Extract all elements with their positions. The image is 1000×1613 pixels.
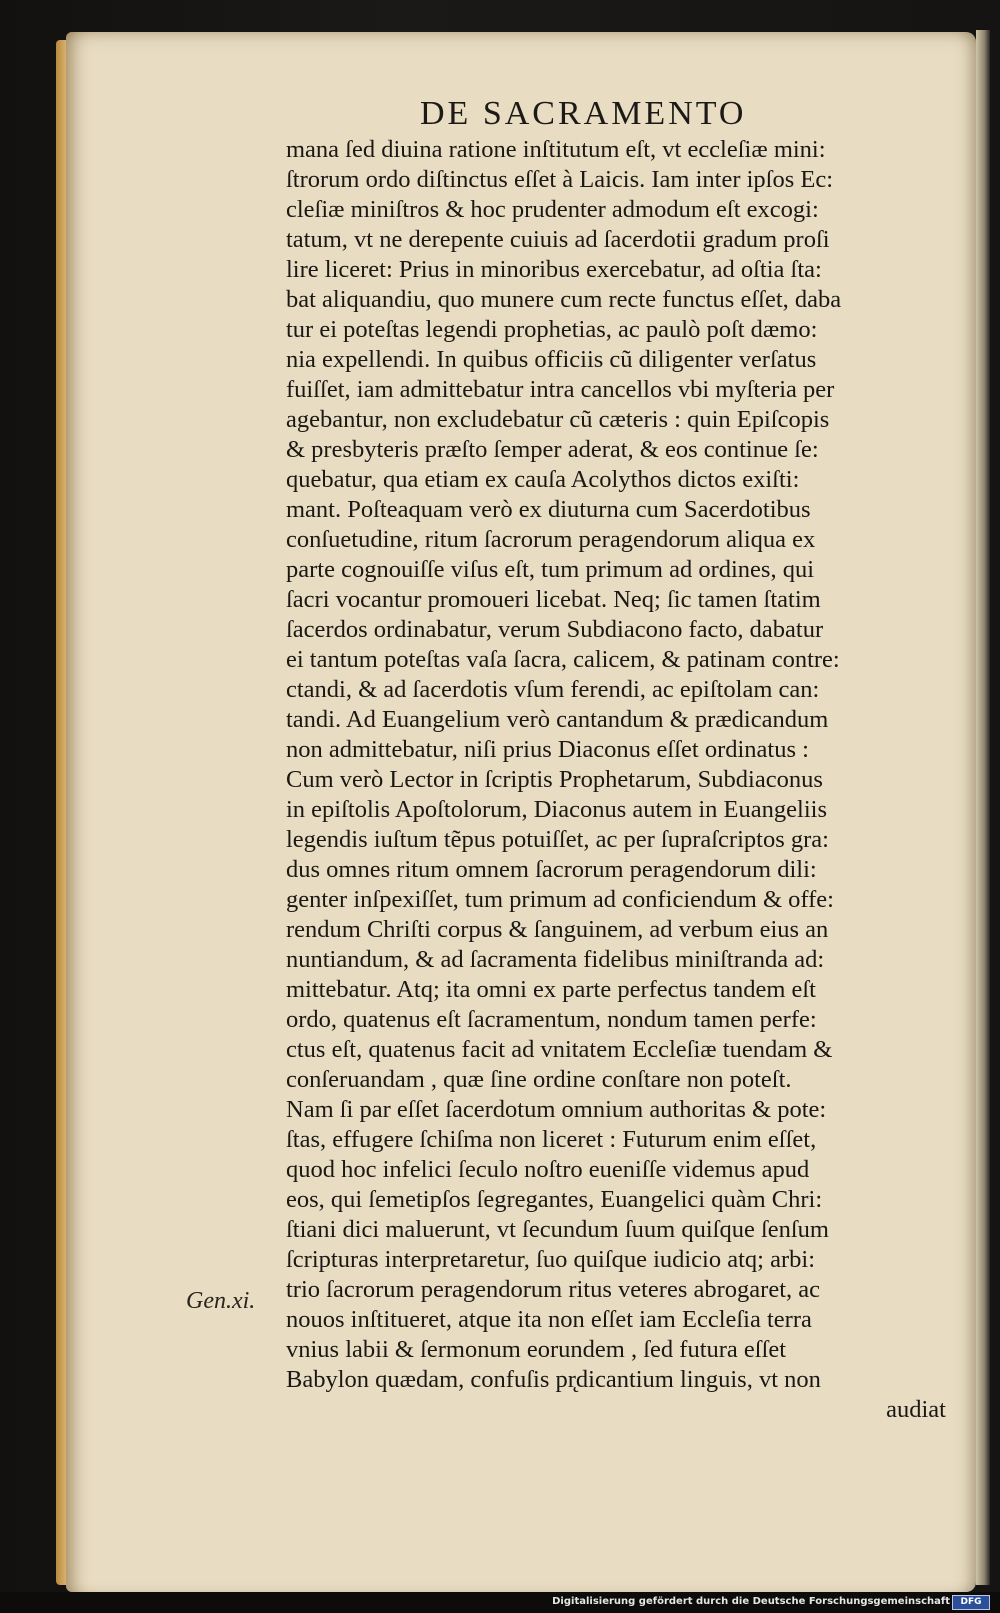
text-line: ſacri vocantur promoueri licebat. Neq; ſic tamen ſtatim	[286, 586, 821, 613]
text-line: rendum Chriſti corpus & ſanguinem, ad verbum eius an	[286, 916, 829, 943]
text-line: parte cognouiſſe viſus eſt, tum primum ad ordines, qui	[286, 556, 815, 583]
dfg-logo-icon: DFG	[952, 1595, 990, 1610]
text-line: quod hoc infelici ſeculo noſtro eueniſſe videmus apud	[286, 1156, 810, 1183]
text-line: in epiſtolis Apoſtolorum, Diaconus autem in Euangeliis	[286, 796, 827, 823]
body-text	[286, 135, 946, 1425]
text-line: tandi. Ad Euangelium verò cantandum & prædicandum	[286, 706, 829, 733]
text-line: ſcripturas interpretaretur, ſuo quiſque iudicio atq; arbi:	[286, 1246, 815, 1273]
text-line: ctus eſt, quatenus facit ad vnitatem Eccleſiæ tuendam &	[286, 1036, 833, 1063]
text-line: vnius labii & ſermonum eorundem , ſed futura eſſet	[286, 1336, 787, 1363]
marginal-note: Gen.xi.	[186, 1288, 256, 1314]
page-right-edge	[976, 30, 990, 1585]
text-line: genter inſpexiſſet, tum primum ad conficiendum & offe:	[286, 886, 834, 913]
text-line: ſtiani dici maluerunt, vt ſecundum ſuum quiſque ſenſum	[286, 1216, 829, 1243]
text-line: nia expellendi. In quibus officiis cũ diligenter verſatus	[286, 346, 817, 373]
text-line: lire liceret: Prius in minoribus exercebatur, ad oſtia ſta:	[286, 256, 822, 283]
text-line: ſtas, effugere ſchiſma non liceret : Futurum enim eſſet,	[286, 1126, 817, 1153]
text-line: ſtrorum ordo diſtinctus eſſet à Laicis. Iam inter ipſos Ec:	[286, 166, 834, 193]
text-line: Nam ſi par eſſet ſacerdotum omnium authoritas & pote:	[286, 1096, 827, 1123]
text-line: & presbyteris præſto ſemper aderat, & eos continue ſe:	[286, 436, 819, 463]
text-line: ſacerdos ordinabatur, verum Subdiacono facto, dabatur	[286, 616, 824, 643]
text-line: conſuetudine, ritum ſacrorum peragendorum aliqua ex	[286, 526, 816, 553]
text-line: legendis iuſtum tẽpus potuiſſet, ac per ſupraſcriptos gra:	[286, 826, 829, 853]
text-line: nouos inſtitueret, atque ita non eſſet iam Eccleſia terra	[286, 1306, 812, 1333]
text-line: mana ſed diuina ratione inſtitutum eſt, vt eccleſiæ mini:	[286, 136, 826, 163]
text-line: tur ei poteſtas legendi prophetias, ac paulò poſt dæmo:	[286, 316, 818, 343]
text-line: agebantur, non excludebatur cũ cæteris : quin Epiſcopis	[286, 406, 830, 433]
text-line: nuntiandum, & ad ſacramenta fidelibus miniſtranda ad:	[286, 946, 825, 973]
footer-credit: Digitalisierung gefördert durch die Deutsche Forschungsgemeinschaft	[552, 1596, 950, 1607]
text-line: mant. Poſteaquam verò ex diuturna cum Sacerdotibus	[286, 496, 811, 523]
catchword: audiat	[886, 1396, 946, 1423]
text-line: bat aliquandiu, quo munere cum recte functus eſſet, daba	[286, 286, 842, 313]
text-line: Babylon quædam, confuſis pr̨dicantium linguis, vt non	[286, 1366, 821, 1393]
text-line: dus omnes ritum omnem ſacrorum peragendorum dili:	[286, 856, 817, 883]
text-line: tatum, vt ne derepente cuiuis ad ſacerdotii gradum proſi	[286, 226, 830, 253]
text-line: quebatur, qua etiam ex cauſa Acolythos dictos exiſti:	[286, 466, 800, 493]
text-line: mittebatur. Atq; ita omni ex parte perfectus tandem eſt	[286, 976, 816, 1003]
text-line: eos, qui ſemetipſos ſegregantes, Euangelici quàm Chri:	[286, 1186, 823, 1213]
text-line: ordo, quatenus eſt ſacramentum, nondum tamen perfe:	[286, 1006, 817, 1033]
text-line: fuiſſet, iam admittebatur intra cancellos vbi myſteria per	[286, 376, 835, 403]
text-line: ei tantum poteſtas vaſa ſacra, calicem, & patinam contre:	[286, 646, 840, 673]
text-line: Cum verò Lector in ſcriptis Prophetarum, Subdiaconus	[286, 766, 823, 793]
text-line: trio ſacrorum peragendorum ritus veteres abrogaret, ac	[286, 1276, 820, 1303]
text-line: cleſiæ miniſtros & hoc prudenter admodum eſt excogi:	[286, 196, 819, 223]
text-line: ctandi, & ad ſacerdotis vſum ferendi, ac epiſtolam can:	[286, 676, 820, 703]
text-line: conſeruandam , quæ ſine ordine conſtare non poteſt.	[286, 1066, 792, 1093]
text-line: non admittebatur, niſi prius Diaconus eſſet ordinatus :	[286, 736, 809, 763]
running-head: DE SACRAMENTO	[420, 95, 747, 132]
